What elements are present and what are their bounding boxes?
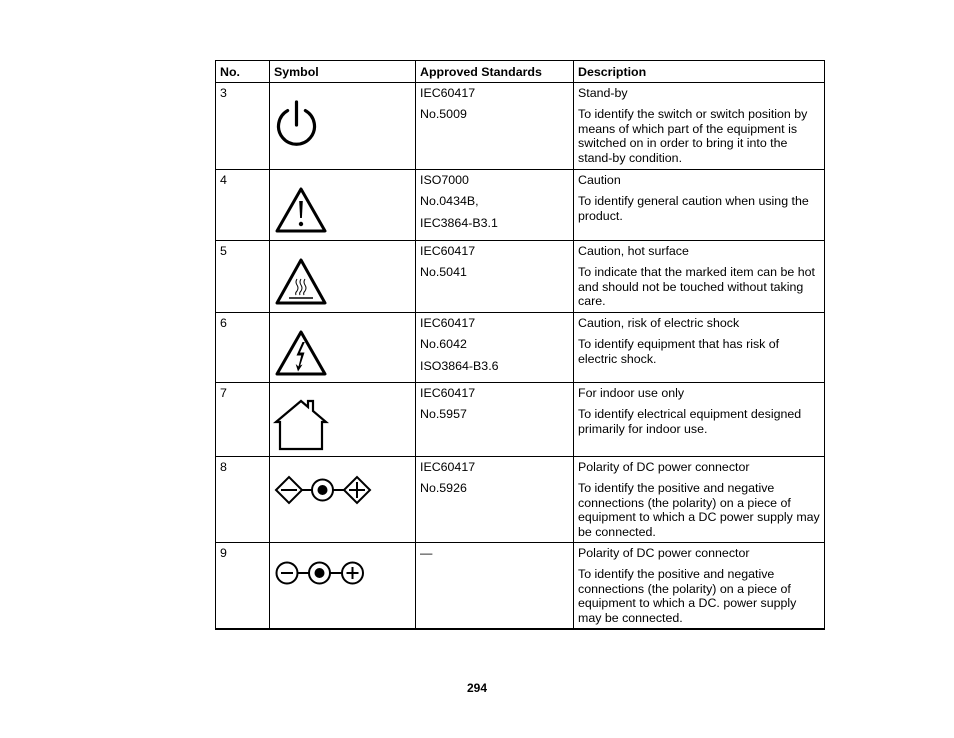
standard-code: IEC60417 (420, 86, 476, 100)
standard-code: IEC60417 (420, 460, 476, 474)
description-title: Polarity of DC power connector (578, 460, 750, 474)
standard-code: IEC60417 (420, 386, 476, 400)
standards-cell (416, 241, 574, 313)
description-title: Stand-by (578, 86, 628, 100)
row-number: 3 (216, 83, 270, 170)
standard-code: ISO7000 (420, 173, 469, 187)
header-description: Description (574, 61, 825, 83)
standard-code: — (420, 546, 433, 560)
standard-code: No.5957 (420, 407, 467, 422)
description-cell (574, 313, 825, 383)
symbol-cell (270, 543, 416, 629)
standard-code: No.6042 (420, 337, 467, 352)
symbols-table (215, 60, 825, 630)
row-number: 4 (216, 170, 270, 241)
dc-polarity-circle-icon (270, 543, 416, 629)
table-row (216, 543, 825, 629)
dc-polarity-diamond-icon (270, 457, 416, 543)
description-title: Caution, hot surface (578, 244, 689, 258)
hot-surface-icon (270, 241, 416, 313)
symbol-cell (270, 241, 416, 313)
symbol-cell (270, 83, 416, 170)
description-cell (574, 83, 825, 170)
description-title: Polarity of DC power connector (578, 546, 750, 560)
table-row (216, 241, 825, 313)
description-text: To identify the switch or switch position by means of which part of the equipment is switched on in order to bring it into the stand-by condition. (578, 107, 808, 165)
symbol-cell (270, 313, 416, 383)
standard-code: IEC60417 (420, 244, 476, 258)
standby-power-icon (270, 83, 416, 170)
table-row (216, 170, 825, 241)
table-row (216, 383, 825, 457)
description-cell (574, 241, 825, 313)
description-cell (574, 543, 825, 629)
description-text: To identify general caution when using the product. (578, 194, 809, 223)
table-row (216, 83, 825, 170)
description-text: To identify the positive and negative connections (the polarity) on a piece of equipment to which a DC. power supply may be connected. (578, 567, 797, 625)
indoor-house-icon (270, 383, 416, 457)
table-header-row (216, 61, 825, 83)
electric-shock-icon (270, 313, 416, 383)
standard-code: No.5041 (420, 265, 467, 280)
row-number: 5 (216, 241, 270, 313)
standard-code: No.5926 (420, 481, 467, 496)
header-symbol: Symbol (270, 61, 416, 83)
caution-triangle-icon (270, 170, 416, 241)
description-text: To identify the positive and negative connections (the polarity) on a piece of equipment to which a DC power supply may be connected. (578, 481, 820, 539)
standard-code: ISO3864-B3.6 (420, 358, 499, 373)
symbol-cell (270, 457, 416, 543)
standards-cell (416, 170, 574, 241)
description-text: To identify equipment that has risk of electric shock. (578, 337, 780, 366)
description-cell (574, 170, 825, 241)
description-cell (574, 457, 825, 543)
page-number: 294 (466, 681, 488, 695)
table-row (216, 313, 825, 383)
standards-cell (416, 383, 574, 457)
symbol-cell (270, 170, 416, 241)
description-cell (574, 383, 825, 457)
row-number: 8 (216, 457, 270, 543)
description-title: Caution, risk of electric shock (578, 316, 740, 330)
symbol-cell (270, 383, 416, 457)
table-row (216, 457, 825, 543)
standards-cell (416, 83, 574, 170)
standards-cell (416, 457, 574, 543)
standard-code: IEC3864-B3.1 (420, 215, 498, 230)
description-title: Caution (578, 173, 621, 187)
description-title: For indoor use only (578, 386, 685, 400)
row-number: 6 (216, 313, 270, 383)
description-text: To indicate that the marked item can be hot and should not be touched without taking care. (578, 265, 815, 309)
row-number: 9 (216, 543, 270, 629)
description-text: To identify electrical equipment designed primarily for indoor use. (578, 407, 802, 436)
standard-code: No.0434B, (420, 194, 479, 209)
standard-code: IEC60417 (420, 316, 476, 330)
standards-cell (416, 313, 574, 383)
standards-cell (416, 543, 574, 629)
header-no: No. (216, 61, 270, 83)
header-approved-standards: Approved Standards (416, 61, 574, 83)
row-number: 7 (216, 383, 270, 457)
standard-code: No.5009 (420, 107, 467, 122)
